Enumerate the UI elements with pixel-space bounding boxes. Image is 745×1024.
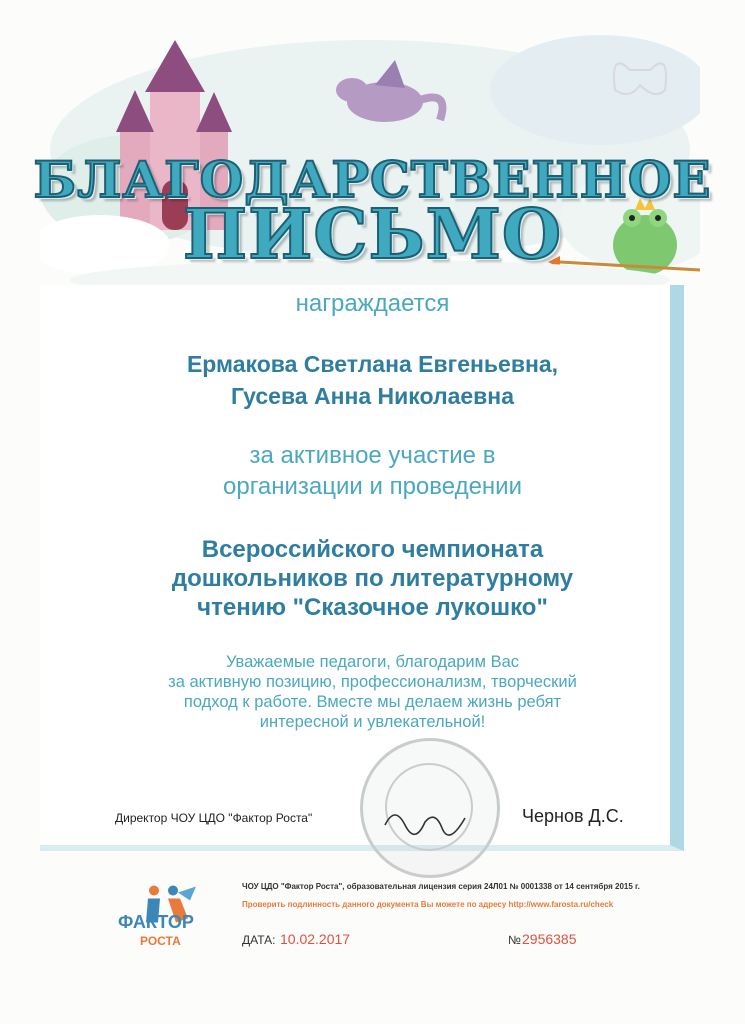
thanks-line: Уважаемые педагоги, благодарим Вас [226, 653, 519, 671]
recipient-name: Гусева Анна Николаевна [230, 383, 514, 409]
event-title [0, 535, 745, 622]
cloud-shape [490, 35, 700, 145]
document-number-label: № [508, 933, 521, 947]
reason-line: за активное участие в [249, 442, 496, 469]
event-line: дошкольников по литературному [171, 565, 574, 592]
thanks-line: интересной и увлекательной! [259, 713, 486, 731]
thanks-paragraph [0, 652, 745, 732]
date-value: 10.02.2017 [280, 931, 351, 947]
recipient-name: Ермакова Светлана Евгеньевна, [186, 351, 559, 377]
event-line: Всероссийского чемпионата [201, 536, 544, 563]
document-number: 2956385 [522, 931, 577, 947]
handwritten-signature [380, 800, 470, 840]
title-line-2: ПИСЬМО [182, 195, 563, 275]
thanks-line: за активную позицию, профессионализм, творческий [168, 673, 577, 691]
signer-name: Чернов Д.С. [522, 806, 624, 826]
award-reason [0, 440, 745, 502]
thanks-line: подход к работе. Вместе мы делаем жизнь ребят [183, 693, 562, 711]
event-line: чтению "Сказочное лукошко" [197, 594, 548, 621]
date-label: ДАТА: [242, 933, 276, 947]
director-title: Директор ЧОУ ЦДО "Фактор Роста" [115, 811, 313, 825]
recipient-names [0, 348, 745, 412]
reason-line: организации и проведении [223, 473, 522, 500]
logo-word-faktor: ФАКТОР [118, 912, 194, 932]
awarded-label: награждается [295, 290, 450, 317]
logo-word-rosta: РОСТА [140, 934, 181, 948]
title-line-1: БЛАГОДАРСТВЕННОЕ [33, 150, 712, 209]
license-text: ЧОУ ЦДО "Фактор Роста", образовательная лицензия серия 24Л01 № 0001338 от 14 сентября 2015 г. [242, 882, 640, 891]
verification-text: Проверить подлинность данного документа Вы можете по адресу http://www.farosta.ru/check [242, 900, 614, 909]
